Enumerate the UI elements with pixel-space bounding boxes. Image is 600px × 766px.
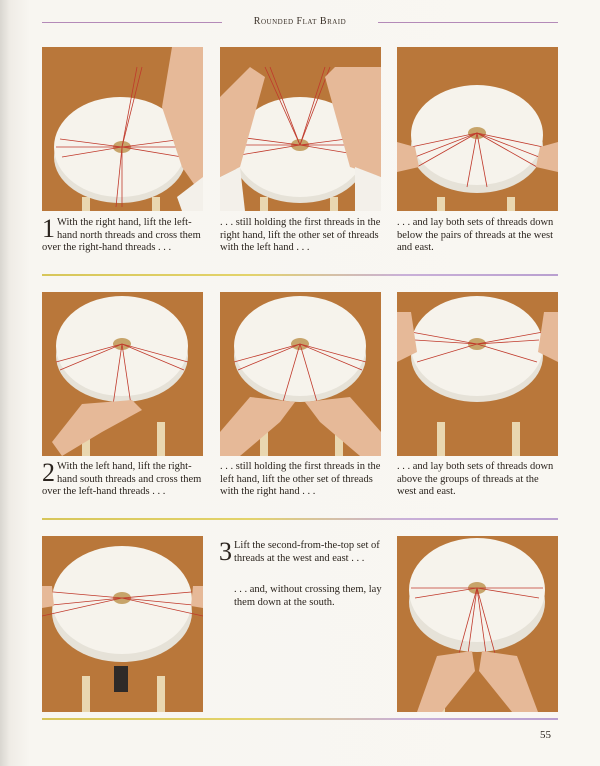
caption-step-3a: 3 Lift the second-from-the-top set of threads at the west and east . . .: [219, 537, 380, 566]
photo-step-1b: [220, 47, 381, 211]
step-number-3: 3: [219, 537, 232, 566]
header-rule-left: [42, 22, 222, 23]
caption-step-3b: . . . and, without crossing them, lay them down at the south.: [234, 584, 382, 608]
caption-step-2b: . . . still holding the first threads in the left hand, lift the other set of threads with the right hand . . .: [220, 461, 381, 497]
section-divider: [42, 274, 558, 276]
caption-step-1a: 1 With the right hand, lift the left-hand north threads and cross them over the right-hand threads . . .: [42, 214, 201, 253]
step-number-2: 2: [42, 458, 55, 487]
page-number: 55: [540, 729, 551, 741]
caption-step-2c: . . . and lay both sets of threads down above the groups of threads at the west and east.: [397, 461, 554, 497]
caption-step-2a: 2 With the left hand, lift the right-hand south threads and cross them over the left-hand threads . . .: [42, 458, 202, 497]
photo-step-2b: [220, 292, 381, 456]
photo-step-2c: [397, 292, 558, 456]
header-rule-right: [378, 22, 558, 23]
photo-step-2a: [42, 292, 203, 456]
caption-step-1b: . . . still holding the first threads in the right hand, lift the other set of threads with the left hand . . .: [220, 217, 381, 253]
photo-step-3b: [397, 536, 558, 712]
section-divider: [42, 718, 558, 720]
photo-step-1a: [42, 47, 203, 211]
photo-step-3a: [42, 536, 203, 712]
photo-step-1c: [397, 47, 558, 211]
caption-step-1c: . . . and lay both sets of threads down below the pairs of threads at the west and east.: [397, 217, 554, 253]
running-header: Rounded Flat Braid: [253, 16, 347, 27]
step-number-1: 1: [42, 214, 55, 243]
section-divider: [42, 518, 558, 520]
